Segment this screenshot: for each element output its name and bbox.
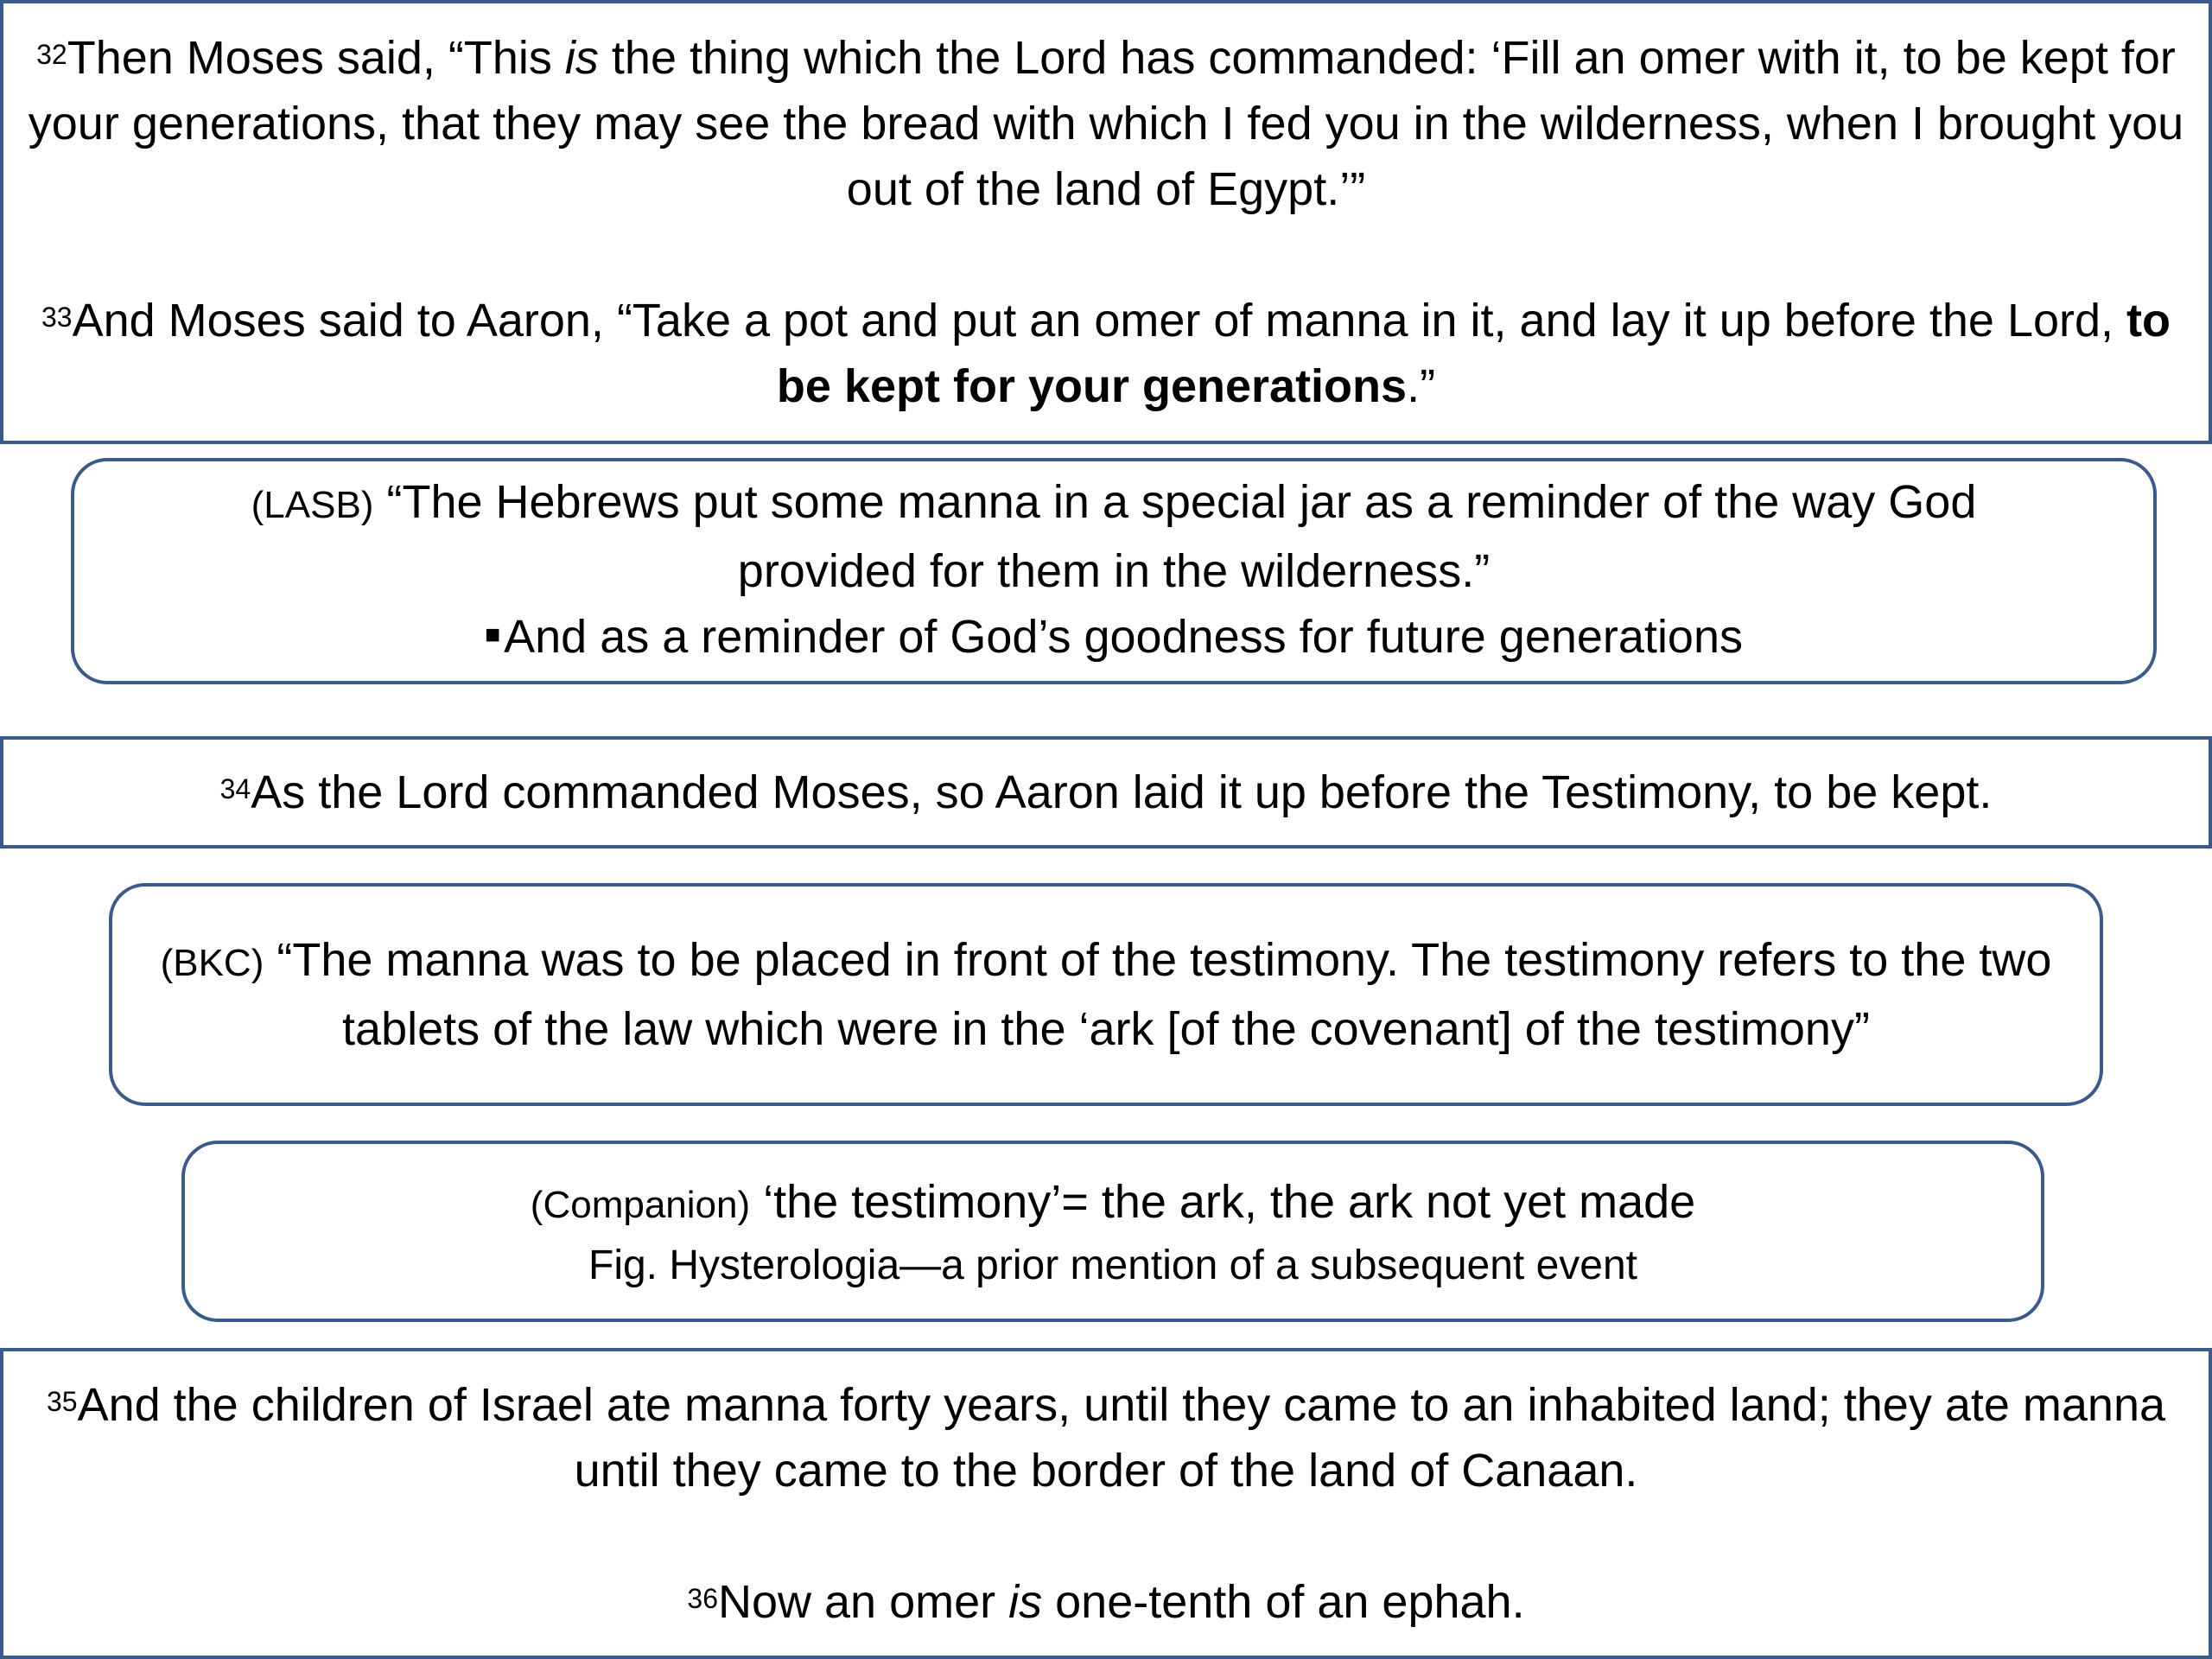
verse-text: .” <box>1407 360 1436 412</box>
verse-number: 33 <box>41 302 73 333</box>
verse-text: Now an omer <box>717 1576 1009 1628</box>
companion-line-2: Fig. Hysterologia—a prior mention of a subsequent event <box>588 1243 1637 1288</box>
verse-italic-word: is <box>564 32 599 84</box>
verse-text: one-tenth of an ephah. <box>1042 1576 1525 1628</box>
commentary-text: “The manna was to be placed in front of the testimony. The testimony refers to the two tablets of the law which were in the ‘ark [of the covenant] of the testimony” <box>264 934 2052 1055</box>
companion-line-1 <box>513 1169 1713 1238</box>
lasb-bullet-line <box>467 604 1760 673</box>
bullet-text: And as a reminder of God’s goodness for future generations <box>504 611 1743 664</box>
lasb-quote <box>74 469 2153 604</box>
square-bullet-icon: ■ <box>485 620 501 649</box>
commentary-text: “The Hebrews put some manna in a special jar as a reminder of the way God provided for them in the wilderness.” <box>373 476 1977 598</box>
source-label: (BKC) <box>160 942 264 984</box>
verse-number: 35 <box>46 1386 78 1417</box>
commentary-text: ‘the testimony’= the ark, the ark not yet made <box>750 1176 1696 1228</box>
source-label: (LASB) <box>251 484 374 527</box>
lasb-commentary-box <box>71 458 2157 684</box>
verse-text: the thing which the Lord has commanded: ‘Fill an omer with it, to be kept for your generations, that they may see the bread with which I fed you in the wilderness, when I brought you out of the land of Egypt.’” <box>28 32 2184 215</box>
verse-33-paragraph <box>3 288 2209 419</box>
verse-number: 36 <box>687 1583 718 1614</box>
verse-35-36-box <box>0 1348 2212 1659</box>
verse-32-paragraph <box>3 25 2209 222</box>
verse-36-paragraph <box>670 1569 1541 1635</box>
companion-commentary-box <box>181 1141 2044 1322</box>
source-label: (Companion) <box>530 1184 751 1226</box>
verse-35-paragraph <box>3 1372 2209 1503</box>
verse-34-paragraph <box>203 760 2010 825</box>
verse-bold-phrase: to be kept for your generations <box>776 295 2171 412</box>
verse-32-33-box <box>0 0 2212 444</box>
verse-italic-word: is <box>1008 1576 1043 1628</box>
bkc-commentary-box <box>109 883 2103 1106</box>
verse-text: And Moses said to Aaron, “Take a pot and put an omer of manna in it, and lay it up before the Lord, <box>72 295 2127 346</box>
verse-text: Then Moses said, “This <box>67 32 565 84</box>
bkc-quote <box>112 927 2100 1062</box>
verse-34-box <box>0 736 2212 849</box>
verse-number: 34 <box>219 773 251 804</box>
verse-text: And the children of Israel ate manna forty years, until they came to an inhabited land; they ate manna until they came to the border of the land of Canaan. <box>77 1379 2166 1497</box>
verse-text: As the Lord commanded Moses, so Aaron laid it up before the Testimony, to be kept. <box>251 766 1993 818</box>
verse-number: 32 <box>36 39 67 70</box>
